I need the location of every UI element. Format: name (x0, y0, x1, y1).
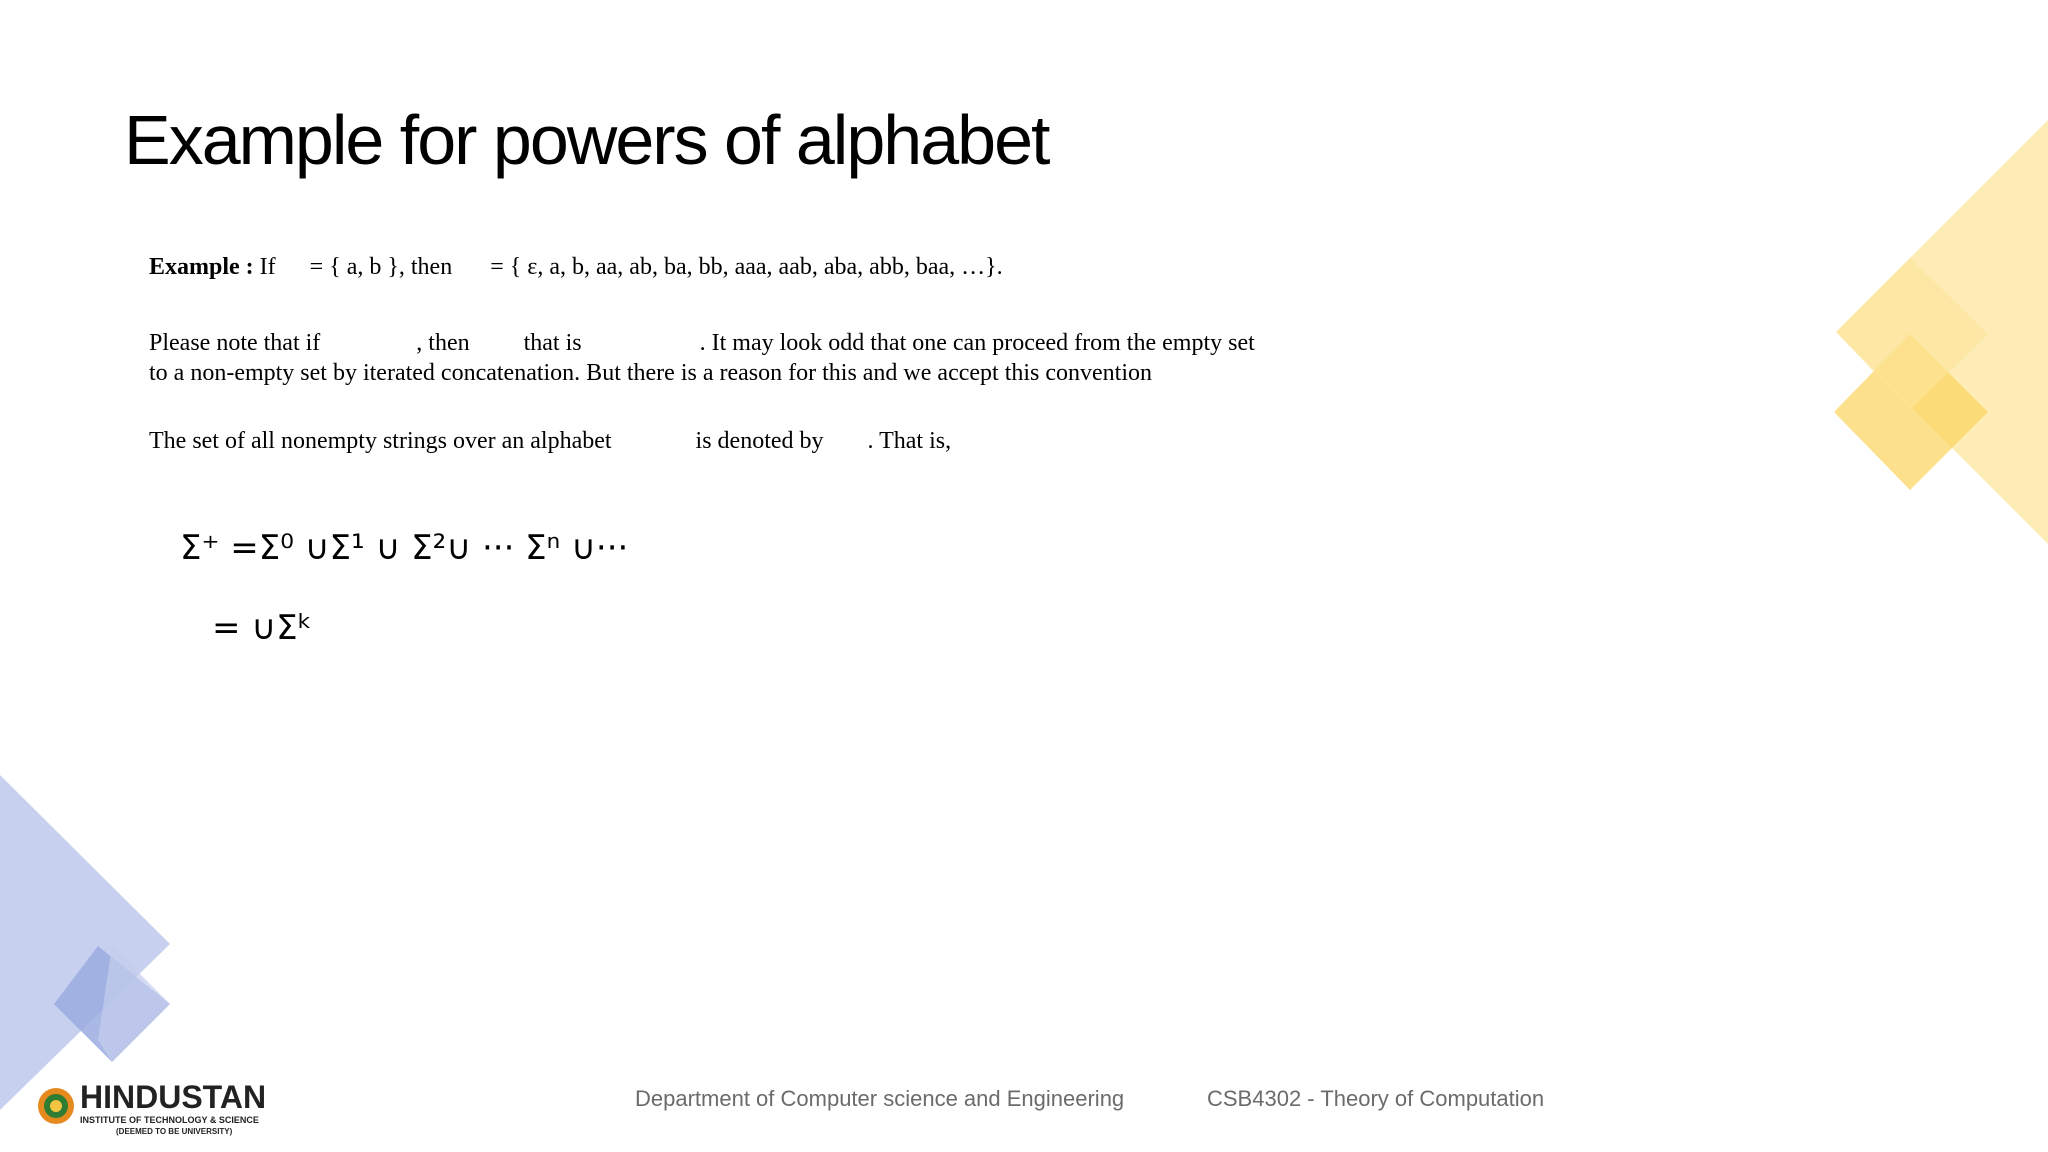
example-text-a: If (253, 254, 276, 280)
logo-subtitle: INSTITUTE OF TECHNOLOGY & SCIENCE (80, 1115, 259, 1125)
note-line-2: to a non-empty set by iterated concatenation. But there is a reason for this and we accept this convention (149, 360, 1153, 386)
footer-course: CSB4302 - Theory of Computation (1207, 1086, 1545, 1111)
note-text-b: , then (416, 330, 470, 356)
logo-emblem-icon (36, 1086, 76, 1126)
formula-union: = ∪Σᵏ (212, 608, 313, 648)
note-text-a: Please note that if (149, 330, 321, 356)
example-text-b: = { a, b }, then (309, 254, 453, 280)
example-label: Example : (149, 254, 254, 280)
logo-subtitle-2: (DEEMED TO BE UNIVERSITY) (116, 1127, 233, 1136)
logo-name: HINDUSTAN (80, 1079, 267, 1115)
footer-department: Department of Computer science and Engineering (635, 1086, 1125, 1111)
blue-diamond-large (0, 775, 170, 1110)
note-line-1 (149, 330, 1255, 357)
slide-title: Example for powers of alphabet (124, 101, 1049, 179)
set-definition-line (149, 428, 951, 455)
set-text-a: The set of all nonempty strings over an alphabet (149, 428, 612, 454)
note-text-c: that is (523, 330, 582, 356)
set-text-b: is denoted by (695, 428, 824, 454)
set-text-c: . That is, (867, 428, 952, 454)
example-line (149, 254, 1003, 281)
institution-logo (36, 1079, 296, 1143)
example-text-c: = { ε, a, b, aa, ab, ba, bb, aaa, aab, aba, abb, baa, …}. (490, 254, 1003, 280)
formula-sigma-plus: Σ⁺ =Σ⁰ ∪Σ¹ ∪ Σ²∪ ··· Σⁿ ∪··· (180, 528, 629, 568)
note-text-d: . It may look odd that one can proceed from the empty set (699, 330, 1255, 356)
